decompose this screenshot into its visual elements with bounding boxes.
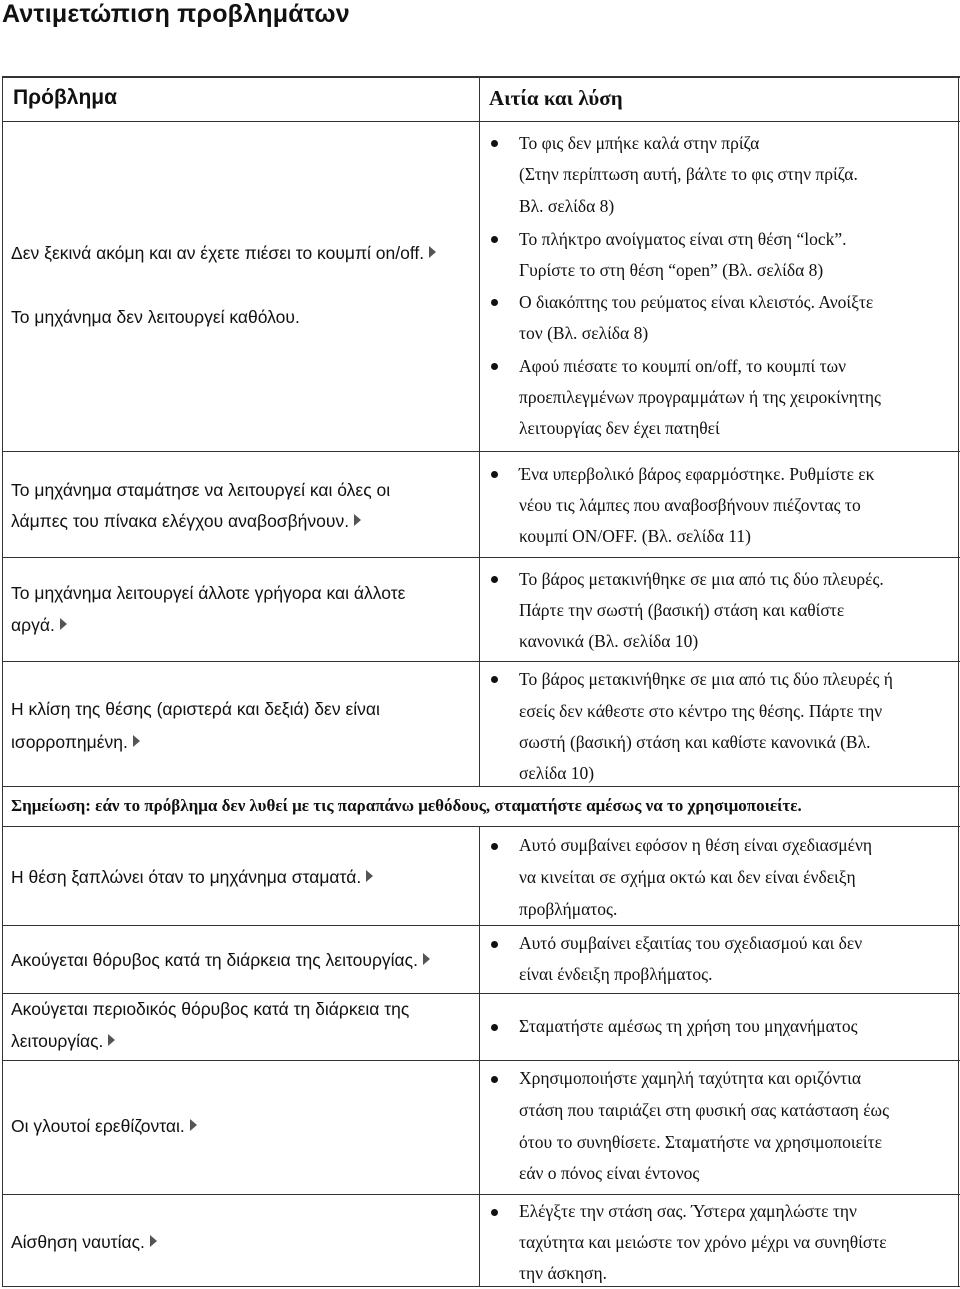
cause-text: λειτουργίας δεν έχει πατηθεί: [519, 418, 720, 438]
bullet-icon: [491, 941, 498, 948]
problem-text: Αίσθηση ναυτίας.: [11, 1227, 157, 1258]
arrow-right-icon: [60, 618, 67, 630]
table-bottom-border: [2, 1286, 960, 1287]
cause-text: Το πλήκτρο ανοίγματος είναι στη θέση “lock”.: [519, 229, 847, 249]
row-divider: [2, 557, 960, 558]
arrow-right-icon: [133, 735, 140, 747]
cause-text: Βλ. σελίδα 8): [519, 196, 615, 216]
bullet-icon: [491, 1024, 498, 1031]
problem-text: Οι γλουτοί ερεθίζονται.: [11, 1111, 197, 1142]
cause-text: νέου τις λάμπες που αναβοσβήνουν πιέζοντας το: [519, 495, 861, 515]
table-left-border: [2, 76, 3, 1287]
cause-text: να κινείται σε σχήμα οκτώ και δεν είναι ένδειξη: [519, 867, 856, 887]
bullet-icon: [491, 676, 498, 683]
cause-text: ταχύτητα και μειώστε τον χρόνο μέχρι να συνηθίστε: [519, 1232, 887, 1252]
row-divider: [2, 1060, 960, 1061]
bullet-icon: [491, 1076, 498, 1083]
cause-text: Αυτό συμβαίνει εξαιτίας του σχεδιασμού και δεν: [519, 933, 863, 953]
cause-text: Το βάρος μετακινήθηκε σε μια από τις δύο πλευρές.: [519, 569, 884, 589]
bullet-icon: [491, 140, 498, 147]
cause-text: κανονικά (Βλ. σελίδα 10): [519, 631, 699, 651]
cause-text: Το φις δεν μπήκε καλά στην πρίζα: [519, 133, 760, 153]
arrow-right-icon: [366, 870, 373, 882]
cause-text: Το βάρος μετακινήθηκε σε μια από τις δύο πλευρές ή: [519, 669, 893, 689]
problem-text: Δεν ξεκινά ακόμη και αν έχετε πιέσει το κουμπί on/off.: [11, 238, 436, 269]
bullet-icon: [491, 1209, 498, 1216]
page-title: Αντιμετώπιση προβλημάτων: [2, 0, 350, 28]
problem-text: ισορροπημένη.: [11, 727, 140, 758]
arrow-right-icon: [423, 953, 430, 965]
cause-text: στάση που ταιριάζει στη φυσική σας κατάσταση έως: [519, 1100, 889, 1120]
row-divider: [2, 786, 960, 787]
cause-text: προβλήματος.: [519, 899, 618, 919]
cause-text: προεπιλεγμένων προγραμμάτων ή της χειροκίνητης: [519, 387, 881, 407]
arrow-right-icon: [108, 1034, 115, 1046]
bullet-icon: [491, 843, 498, 850]
cause-text: ότου το συνηθίσετε. Σταματήστε να χρησιμοποιείτε: [519, 1132, 883, 1152]
header-cause: Αιτία και λύση: [489, 86, 623, 110]
bullet-icon: [491, 299, 498, 306]
bullet-icon: [491, 471, 498, 478]
problem-text: Το μηχάνημα δεν λειτουργεί καθόλου.: [11, 307, 300, 327]
cause-text: την άσκηση.: [519, 1263, 608, 1283]
problem-text: Η θέση ξαπλώνει όταν το μηχάνημα σταματά.: [11, 862, 373, 893]
problem-text: Ακούγεται θόρυβος κατά τη διάρκεια της λειτουργίας.: [11, 945, 430, 976]
bullet-icon: [491, 363, 498, 370]
problem-text: Ακούγεται περιοδικός θόρυβος κατά τη διάρκεια της: [11, 999, 410, 1019]
cause-text: (Στην περίπτωση αυτή, βάλτε το φις στην πρίζα.: [519, 164, 858, 184]
problem-text: Το μηχάνημα λειτουργεί άλλοτε γρήγορα και άλλοτε: [11, 583, 406, 603]
cause-text: σωστή (βασική) στάση και καθίστε κανονικά (Βλ.: [519, 732, 871, 752]
table-top-border: [2, 76, 960, 78]
cause-text: σελίδα 10): [519, 763, 595, 783]
cause-text: Αφού πιέσατε το κουμπί on/off, το κουμπί των: [519, 356, 847, 376]
problem-text: λάμπες του πίνακα ελέγχου αναβοσβήνουν.: [11, 506, 361, 537]
row-divider: [2, 925, 960, 926]
arrow-right-icon: [190, 1119, 197, 1131]
header-bottom-border: [2, 121, 960, 122]
cause-text: Σταματήστε αμέσως τη χρήση του μηχανήματος: [519, 1016, 858, 1036]
cause-text: Αυτό συμβαίνει εφόσον η θέση είναι σχεδιασμένη: [519, 835, 873, 855]
arrow-right-icon: [150, 1235, 157, 1247]
problem-text: Το μηχάνημα σταμάτησε να λειτουργεί και όλες οι: [11, 480, 391, 500]
row-divider: [2, 661, 960, 662]
column-divider: [479, 826, 480, 1287]
problem-text: αργά.: [11, 610, 67, 641]
cause-text: Ο διακόπτης του ρεύματος είναι κλειστός. Ανοίξτε: [519, 292, 874, 312]
cause-text: Ελέγξτε την στάση σας. Ύστερα χαμηλώστε την: [519, 1201, 857, 1221]
cause-text: τον (Βλ. σελίδα 8): [519, 323, 649, 343]
cause-text: Χρησιμοποιήστε χαμηλή ταχύτητα και οριζόντια: [519, 1068, 862, 1088]
row-divider: [2, 826, 960, 827]
bullet-icon: [491, 576, 498, 583]
note-text: Σημείωση: εάν το πρόβλημα δεν λυθεί με τις παραπάνω μεθόδους, σταματήστε αμέσως να το χρησιμοποιείτε.: [11, 796, 802, 815]
table-right-border: [958, 76, 959, 1287]
header-problem: Πρόβλημα: [13, 86, 118, 109]
bullet-icon: [491, 236, 498, 243]
column-divider: [479, 76, 480, 786]
cause-text: εάν ο πόνος είναι έντονος: [519, 1163, 700, 1183]
cause-text: εσείς δεν κάθεστε στο κέντρο της θέσης. Πάρτε την: [519, 701, 883, 721]
cause-text: Πάρτε την σωστή (βασική) στάση και καθίστε: [519, 600, 845, 620]
cause-text: Ένα υπερβολικό βάρος εφαρμόστηκε. Ρυθμίστε εκ: [519, 464, 875, 484]
row-divider: [2, 451, 960, 452]
cause-text: Γυρίστε το στη θέση “open” (Βλ. σελίδα 8): [519, 260, 824, 280]
problem-text: Η κλίση της θέσης (αριστερά και δεξιά) δεν είναι: [11, 699, 380, 719]
cause-text: είναι ένδειξη προβλήματος.: [519, 964, 713, 984]
row-divider: [2, 1194, 960, 1195]
problem-text: λειτουργίας.: [11, 1026, 115, 1057]
cause-text: κουμπί ON/OFF. (Βλ. σελίδα 11): [519, 526, 751, 546]
arrow-right-icon: [354, 514, 361, 526]
arrow-right-icon: [429, 246, 436, 258]
